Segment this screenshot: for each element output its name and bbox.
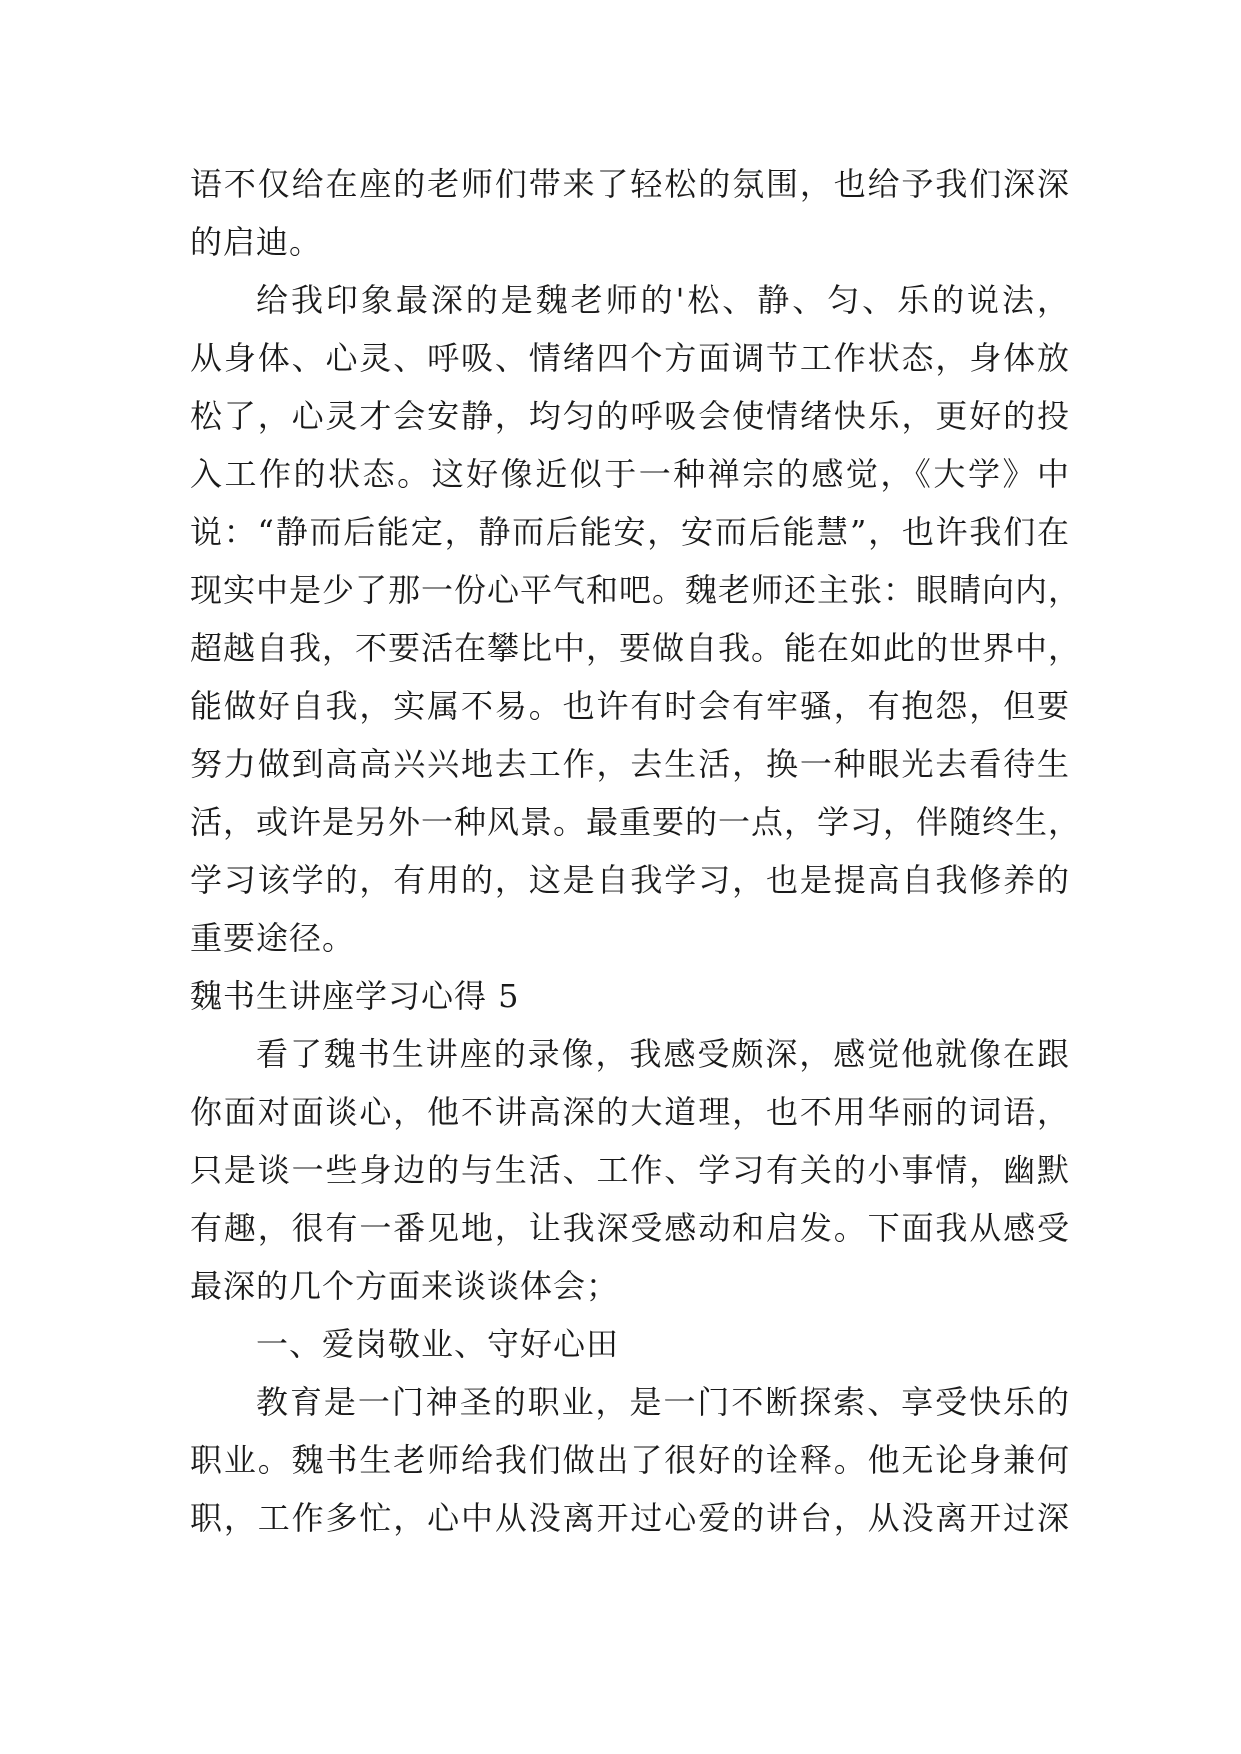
text-line: 职，工作多忙，心中从没离开过心爱的讲台，从没离开过深 — [190, 1499, 1070, 1537]
text-line: 活，或许是另外一种风景。最重要的一点，学习，伴随终生， — [190, 803, 1082, 841]
text-line: 只是谈一些身边的与生活、工作、学习有关的小事情，幽默 — [190, 1151, 1070, 1189]
text-line: 学习该学的，有用的，这是自我学习，也是提高自我修养的 — [190, 861, 1070, 899]
text-line: 入工作的状态。这好像近似于一种禅宗的感觉，《大学》中 — [190, 455, 1070, 493]
text-line: 语不仅给在座的老师们带来了轻松的氛围，也给予我们深深 — [190, 165, 1070, 203]
text-line: 重要途径。 — [190, 919, 356, 957]
subheading: 一、爱岗敬业、守好心田 — [256, 1325, 620, 1363]
text-line: 的启迪。 — [190, 223, 323, 261]
text-line: 教育是一门神圣的职业，是一门不断探索、享受快乐的 — [256, 1383, 1070, 1421]
document-body — [190, 155, 1082, 1547]
text-line: 从身体、心灵、呼吸、情绪四个方面调节工作状态，身体放 — [190, 339, 1070, 377]
text-line: 给我印象最深的是魏老师的'松、静、匀、乐的说法， — [256, 281, 1070, 319]
text-line: 看了魏书生讲座的录像，我感受颇深，感觉他就像在跟 — [256, 1035, 1070, 1073]
text-line: 职业。魏书生老师给我们做出了很好的诠释。他无论身兼何 — [190, 1441, 1070, 1479]
text-line: 最深的几个方面来谈谈体会； — [190, 1267, 620, 1305]
section-title: 魏书生讲座学习心得 5 — [190, 977, 520, 1015]
text-line: 有趣，很有一番见地，让我深受感动和启发。下面我从感受 — [190, 1209, 1070, 1247]
text-line: 能做好自我，实属不易。也许有时会有牢骚，有抱怨，但要 — [190, 687, 1070, 725]
paragraph-4 — [190, 1373, 1070, 1547]
text-line: 努力做到高高兴兴地去工作，去生活，换一种眼光去看待生 — [190, 745, 1070, 783]
text-line: 说：“静而后能定，静而后能安，安而后能慧”，也许我们在 — [190, 513, 1070, 551]
paragraph-3 — [190, 1025, 1070, 1315]
text-line: 现实中是少了那一份心平气和吧。魏老师还主张：眼睛向内， — [190, 571, 1082, 609]
text-line: 松了，心灵才会安静，均匀的呼吸会使情绪快乐，更好的投 — [190, 397, 1070, 435]
text-line: 你面对面谈心，他不讲高深的大道理，也不用华丽的词语， — [190, 1093, 1070, 1131]
text-line: 超越自我，不要活在攀比中，要做自我。能在如此的世界中， — [190, 629, 1082, 667]
paragraph-1 — [190, 155, 1070, 271]
paragraph-2 — [190, 271, 1082, 967]
